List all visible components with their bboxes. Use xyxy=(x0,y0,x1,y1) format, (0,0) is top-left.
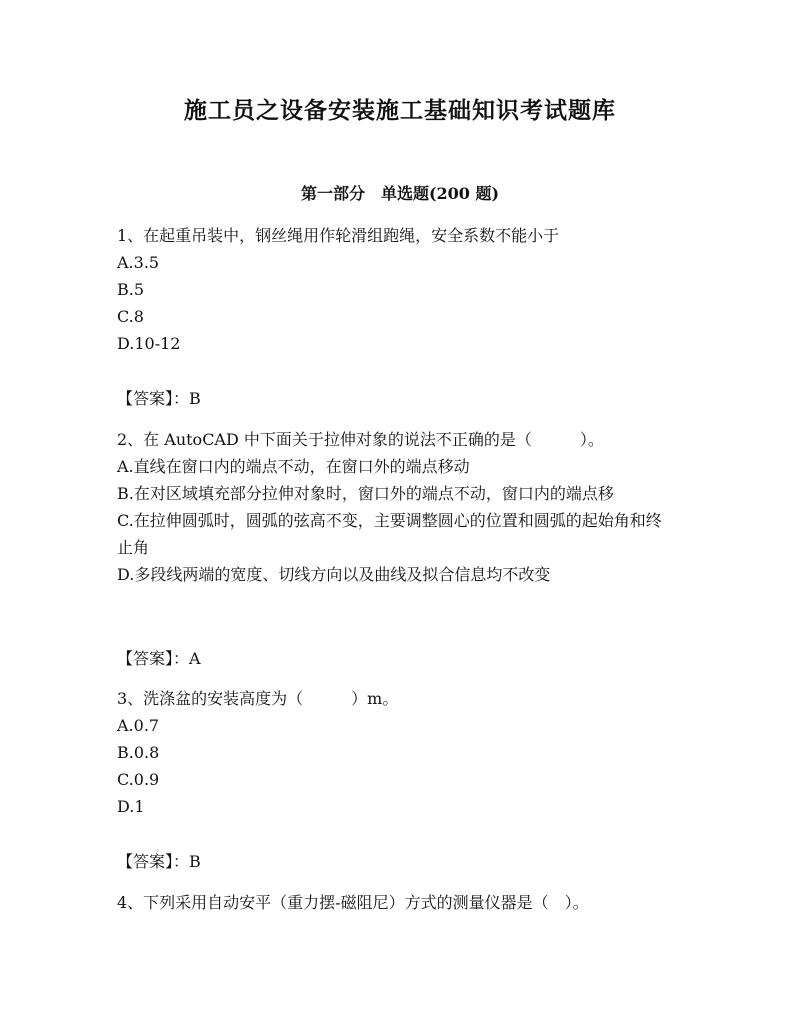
question-stem: 2、在 AutoCAD 中下面关于拉伸对象的说法不正确的是（ ）。 xyxy=(117,430,604,449)
option-d: D.10-12 xyxy=(117,334,181,353)
option-a: A.直线在窗口内的端点不动，在窗口外的端点移动 xyxy=(117,457,470,476)
question-2 xyxy=(117,426,677,588)
option-c: C.0.9 xyxy=(117,770,160,789)
answer-1: 【答案】：B xyxy=(117,389,201,408)
answer-3-block xyxy=(117,848,677,875)
option-b: B.在对区域填充部分拉伸对象时，窗口外的端点不动，窗口内的端点移 xyxy=(117,484,614,503)
option-a: A.0.7 xyxy=(117,716,160,735)
option-b: B.5 xyxy=(117,280,145,299)
answer-3: 【答案】：B xyxy=(117,852,201,871)
question-stem: 3、洗涤盆的安装高度为（ ）m。 xyxy=(117,689,399,708)
answer-2: 【答案】：A xyxy=(117,649,201,668)
section-title: 第一部分 单选题(200 题) xyxy=(300,184,500,203)
option-d: D.多段线两端的宽度、切线方向以及曲线及拟合信息均不改变 xyxy=(117,565,551,584)
question-stem: 1、在起重吊装中，钢丝绳用作轮滑组跑绳，安全系数不能小于 xyxy=(117,226,560,245)
question-stem: 4、下列采用自动安平（重力摆-磁阻尼）方式的测量仪器是（ ）。 xyxy=(117,893,589,912)
answer-2-block xyxy=(117,645,677,672)
document-title: 施工员之设备安装施工基础知识考试题库 xyxy=(184,97,616,124)
option-a: A.3.5 xyxy=(117,253,160,272)
option-d: D.1 xyxy=(117,797,145,816)
option-c: C.8 xyxy=(117,307,144,326)
answer-1-block xyxy=(117,385,677,412)
question-1 xyxy=(117,222,677,357)
option-c: C.在拉伸圆弧时，圆弧的弦高不变，主要调整圆心的位置和圆弧的起始角和终止角 xyxy=(117,511,662,557)
option-b: B.0.8 xyxy=(117,743,160,762)
question-3 xyxy=(117,685,677,820)
question-4 xyxy=(117,889,677,916)
